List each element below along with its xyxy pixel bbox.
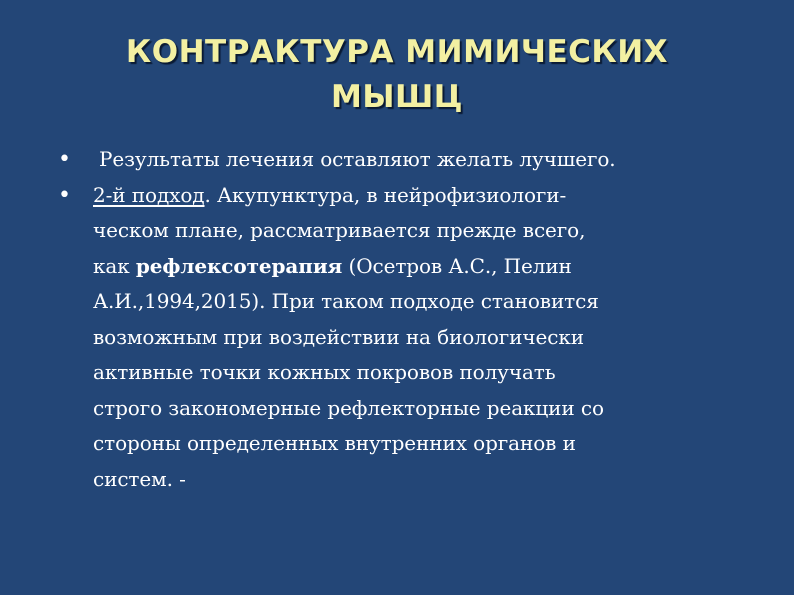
bullet-item-2-line-6: активные точки кожных покровов получать — [93, 360, 556, 384]
bullet-item-2-line-8: стороны определенных внутренних органов и — [93, 431, 576, 455]
bullet-list — [56, 142, 756, 497]
bullet-item-2-line-1-rest: . Акупунктура, в нейрофизиологи- — [204, 182, 567, 207]
bullet-item-2-line-7: строго закономерные рефлекторные реакции со — [93, 395, 604, 420]
bullet-item-2-line-5: возможным при воздействии на биологически — [93, 324, 584, 349]
approach-label: 2-й подход — [93, 182, 205, 207]
bullet-item-2-line-1 — [93, 178, 756, 214]
slide-title — [40, 30, 754, 120]
bullet-item-2-line-9: систем. - — [93, 466, 186, 491]
bullet-item-2 — [56, 178, 756, 498]
title-line-1: КОНТРАКТУРА МИМИЧЕСКИХ — [125, 34, 669, 70]
bullet-item-2-line-4: А.И.,1994,2015). При таком подходе становится — [93, 289, 599, 313]
bullet-icon: • — [58, 182, 71, 208]
bullet-item-1-text: Результаты лечения оставляют желать лучшего. — [99, 147, 616, 171]
bullet-item-2-line-3 — [93, 249, 756, 285]
reflexotherapy-term: рефлексотерапия — [135, 253, 343, 278]
bullet-item-2-line-2: ческом плане, рассматривается прежде всего, — [93, 218, 586, 242]
line-3-start: как — [93, 253, 136, 278]
bullet-item-1 — [56, 142, 756, 178]
line-3-end: (Осетров А.С., Пелин — [342, 253, 572, 278]
bullet-icon: • — [58, 147, 71, 172]
title-line-2: МЫШЦ — [330, 79, 464, 115]
